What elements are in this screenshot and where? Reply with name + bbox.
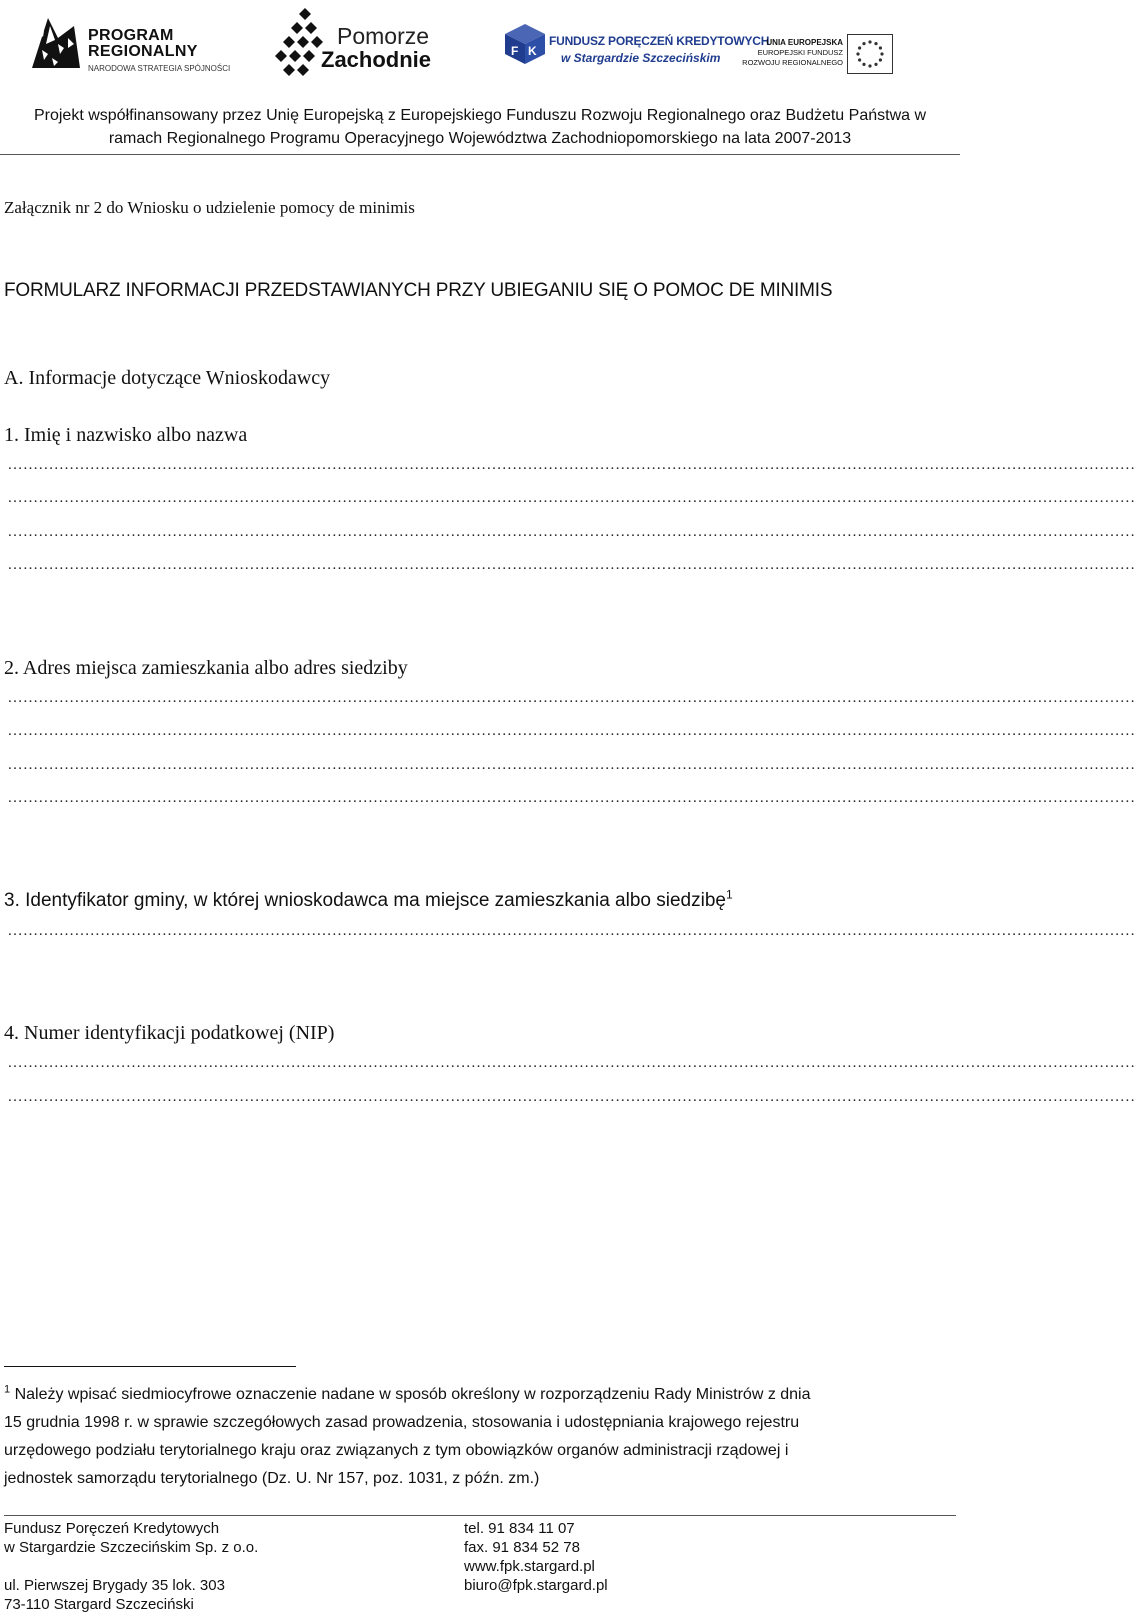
footer-address-line1: ul. Pierwszej Brygady 35 lok. 303 bbox=[4, 1577, 225, 1594]
zachodnie-line: Zachodnie bbox=[321, 47, 432, 72]
header-divider bbox=[0, 154, 960, 155]
footnote-line4: jednostek samorządu terytorialnego (Dz. U. Nr 157, poz. 1031, z późn. zm.) bbox=[4, 1470, 540, 1487]
q2-fill-line-2[interactable]: ........................................................................................................................................................................................................................... bbox=[8, 723, 1136, 739]
project-note-line2: ramach Regionalnego Programu Operacyjnego Województwa Zachodniopomorskiego na lata 2007-2013 bbox=[108, 130, 852, 147]
fpk-line2: w Stargardzie Szczecińskim bbox=[561, 51, 721, 65]
program-regionalny-line3: NARODOWA STRATEGIA SPÓJNOŚCI bbox=[88, 64, 231, 73]
q1-fill-line-2[interactable]: ........................................................................................................................................................................................................................... bbox=[8, 490, 1136, 506]
project-note-line1: Projekt współfinansowany przez Unię Europejską z Europejskiego Funduszu Rozwoju Regionalnego oraz Budżetu Państwa w bbox=[33, 107, 927, 124]
footnote-line2: 15 grudnia 1998 r. w sprawie szczegółowych zasad prowadzenia, stosowania i udostępniania krajowego rejestru bbox=[4, 1414, 800, 1431]
logo-bar bbox=[0, 0, 960, 90]
q2-fill-line-1[interactable]: ........................................................................................................................................................................................................................... bbox=[8, 690, 1136, 706]
fpk-cube-icon bbox=[503, 22, 547, 66]
footnote-1 bbox=[4, 1381, 944, 1493]
eu-line3: ROZWOJU REGIONALNEGO bbox=[742, 58, 843, 67]
footer-divider bbox=[4, 1515, 956, 1516]
footnote-line3: urzędowego podziału terytorialnego kraju oraz związanych z tym obowiązków organów administracji rządowej i bbox=[4, 1442, 789, 1459]
question-3-label bbox=[4, 887, 733, 912]
footnote-marker: 1 bbox=[4, 1383, 11, 1396]
footer-company-line1: Fundusz Poręczeń Kredytowych bbox=[4, 1520, 220, 1537]
footnote-line1-text: Należy wpisać siedmiocyfrowe oznaczenie nadane w sposób określony w rozporządzeniu Rady Ministrów z dnia bbox=[10, 1386, 811, 1403]
form-title: FORMULARZ INFORMACJI PRZEDSTAWIANYCH PRZY UBIEGANIU SIĘ O POMOC DE MINIMIS bbox=[4, 280, 833, 301]
footnote-ref-1: 1 bbox=[725, 887, 733, 902]
question-1-label: 1. Imię i nazwisko albo nazwa bbox=[4, 424, 248, 446]
program-regionalny-logo bbox=[28, 8, 238, 74]
fpk-logo bbox=[503, 8, 770, 74]
eu-flag-icon bbox=[847, 34, 893, 74]
q3-fill-line-1[interactable]: ........................................................................................................................................................................................................................... bbox=[8, 923, 1136, 939]
footer-company-info bbox=[4, 1519, 258, 1614]
footer-spacer bbox=[4, 1557, 258, 1576]
program-regionalny-line1: PROGRAM bbox=[88, 27, 174, 44]
project-cofinancing-note bbox=[0, 104, 960, 150]
question-4-label: 4. Numer identyfikacji podatkowej (NIP) bbox=[4, 1022, 335, 1044]
q1-fill-line-3[interactable]: ........................................................................................................................................................................................................................... bbox=[8, 524, 1136, 540]
eu-line1: UNIA EUROPEJSKA bbox=[766, 38, 843, 47]
eu-logo bbox=[737, 8, 907, 74]
q1-fill-line-1[interactable]: ........................................................................................................................................................................................................................... bbox=[8, 457, 1136, 473]
q1-fill-line-4[interactable]: ........................................................................................................................................................................................................................... bbox=[8, 557, 1136, 573]
footer-contact-info bbox=[464, 1519, 608, 1595]
pomorze-zachodnie-logo bbox=[275, 8, 445, 74]
eu-line2: EUROPEJSKI FUNDUSZ bbox=[757, 48, 843, 57]
footnote-divider bbox=[4, 1366, 296, 1367]
footer-tel: tel. 91 834 11 07 bbox=[464, 1520, 575, 1537]
pomorze-line: Pomorze bbox=[337, 23, 430, 49]
q2-fill-line-4[interactable]: ........................................................................................................................................................................................................................... bbox=[8, 790, 1136, 806]
section-a-heading: A. Informacje dotyczące Wnioskodawcy bbox=[4, 367, 331, 389]
question-2-label: 2. Adres miejsca zamieszkania albo adres siedziby bbox=[4, 657, 408, 679]
footer-address-line2: 73-110 Stargard Szczeciński bbox=[4, 1596, 194, 1613]
svg-text:F: F bbox=[511, 44, 519, 58]
footer-www-link[interactable]: www.fpk.stargard.pl bbox=[464, 1558, 595, 1575]
q4-fill-line-2[interactable]: ........................................................................................................................................................................................................................... bbox=[8, 1089, 1136, 1105]
footnote-line1 bbox=[4, 1381, 944, 1409]
program-regionalny-mark-icon bbox=[28, 14, 84, 72]
svg-text:K: K bbox=[528, 44, 537, 58]
footer-company-line2: w Stargardzie Szczecińskim Sp. z o.o. bbox=[4, 1539, 259, 1556]
attachment-label: Załącznik nr 2 do Wniosku o udzielenie pomocy de minimis bbox=[4, 198, 415, 217]
footer-email-link[interactable]: biuro@fpk.stargard.pl bbox=[464, 1577, 608, 1594]
question-3-text: 3. Identyfikator gminy, w której wnioskodawca ma miejsce zamieszkania albo siedzibę bbox=[4, 890, 726, 911]
program-regionalny-line2: REGIONALNY bbox=[88, 43, 198, 60]
q4-fill-line-1[interactable]: ........................................................................................................................................................................................................................... bbox=[8, 1055, 1136, 1071]
footer-fax: fax. 91 834 52 78 bbox=[464, 1539, 580, 1556]
q2-fill-line-3[interactable]: ........................................................................................................................................................................................................................... bbox=[8, 757, 1136, 773]
fpk-line1: FUNDUSZ PORĘCZEŃ KREDYTOWYCH bbox=[549, 34, 770, 48]
